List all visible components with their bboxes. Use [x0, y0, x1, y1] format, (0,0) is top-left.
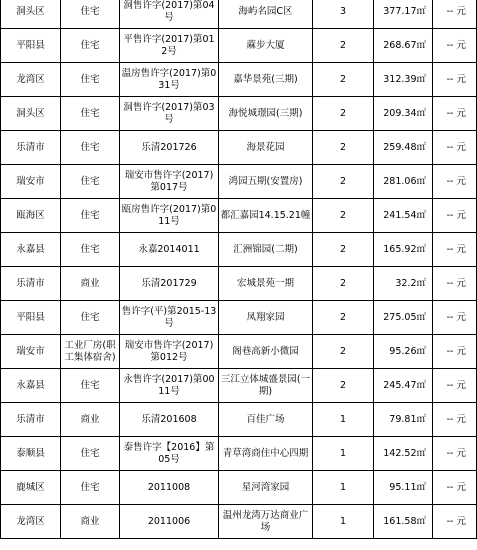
area-cell: 245.47㎡ [374, 369, 433, 403]
price-cell: -- 元 [433, 63, 477, 97]
table-row [1, 97, 477, 131]
area-cell: 209.34㎡ [374, 97, 433, 131]
table-row [1, 233, 477, 267]
property-type-cell: 住宅 [61, 131, 120, 165]
table-row [1, 369, 477, 403]
units-sold-cell: 1 [313, 403, 374, 437]
area-cell: 165.92㎡ [374, 233, 433, 267]
units-sold-cell: 1 [313, 505, 374, 539]
area-cell: 161.58㎡ [374, 505, 433, 539]
table-row [1, 403, 477, 437]
units-sold-cell: 2 [313, 29, 374, 63]
table-row [1, 199, 477, 233]
property-type-cell: 住宅 [61, 29, 120, 63]
units-sold-cell: 3 [313, 0, 374, 29]
project-name-cell: 海屿名园C区 [219, 0, 313, 29]
table-row [1, 131, 477, 165]
permit-number-cell: 2011006 [120, 505, 219, 539]
area-cell: 259.48㎡ [374, 131, 433, 165]
area-cell: 268.67㎡ [374, 29, 433, 63]
permit-number-cell: 瑞安市售许字(2017)第017号 [120, 165, 219, 199]
district-cell: 洞头区 [1, 97, 61, 131]
units-sold-cell: 2 [313, 199, 374, 233]
district-cell: 瓯海区 [1, 199, 61, 233]
table-row [1, 267, 477, 301]
property-type-cell: 住宅 [61, 437, 120, 471]
price-cell: -- 元 [433, 233, 477, 267]
property-type-cell: 住宅 [61, 369, 120, 403]
units-sold-cell: 2 [313, 233, 374, 267]
table-row [1, 165, 477, 199]
district-cell: 平阳县 [1, 29, 61, 63]
price-cell: -- 元 [433, 369, 477, 403]
table-body [1, 0, 477, 539]
area-cell: 142.52㎡ [374, 437, 433, 471]
property-type-cell: 住宅 [61, 233, 120, 267]
district-cell: 瑞安市 [1, 165, 61, 199]
permit-number-cell: 乐清201608 [120, 403, 219, 437]
table-row [1, 505, 477, 539]
price-cell: -- 元 [433, 199, 477, 233]
property-type-cell: 住宅 [61, 165, 120, 199]
project-name-cell: 蔴步大厦 [219, 29, 313, 63]
area-cell: 275.05㎡ [374, 301, 433, 335]
units-sold-cell: 2 [313, 97, 374, 131]
table-row [1, 301, 477, 335]
project-name-cell: 百佳广场 [219, 403, 313, 437]
property-type-cell: 住宅 [61, 0, 120, 29]
price-cell: -- 元 [433, 437, 477, 471]
project-name-cell: 汇洲锦园(二期) [219, 233, 313, 267]
project-name-cell: 星河湾家园 [219, 471, 313, 505]
units-sold-cell: 2 [313, 131, 374, 165]
property-type-cell: 住宅 [61, 199, 120, 233]
permit-number-cell: 平售许字(2017)第012号 [120, 29, 219, 63]
price-cell: -- 元 [433, 471, 477, 505]
area-cell: 32.2㎡ [374, 267, 433, 301]
units-sold-cell: 2 [313, 369, 374, 403]
table-row [1, 0, 477, 29]
table-row [1, 29, 477, 63]
price-cell: -- 元 [433, 97, 477, 131]
district-cell: 龙湾区 [1, 505, 61, 539]
area-cell: 281.06㎡ [374, 165, 433, 199]
project-name-cell: 凤翔家园 [219, 301, 313, 335]
table-row [1, 437, 477, 471]
price-cell: -- 元 [433, 301, 477, 335]
area-cell: 79.81㎡ [374, 403, 433, 437]
permit-number-cell: 售许字(平)第2015-13号 [120, 301, 219, 335]
area-cell: 95.26㎡ [374, 335, 433, 369]
units-sold-cell: 2 [313, 63, 374, 97]
units-sold-cell: 1 [313, 471, 374, 505]
district-cell: 洞头区 [1, 0, 61, 29]
district-cell: 乐清市 [1, 267, 61, 301]
table-row [1, 335, 477, 369]
units-sold-cell: 1 [313, 437, 374, 471]
area-cell: 95.11㎡ [374, 471, 433, 505]
project-name-cell: 阁巷高新小微园 [219, 335, 313, 369]
permit-number-cell: 瑞安市售许字(2017)第012号 [120, 335, 219, 369]
property-type-cell: 住宅 [61, 63, 120, 97]
project-name-cell: 都汇嘉园14.15.21幢 [219, 199, 313, 233]
district-cell: 鹿城区 [1, 471, 61, 505]
district-cell: 瑞安市 [1, 335, 61, 369]
district-cell: 永嘉县 [1, 233, 61, 267]
property-type-cell: 商业 [61, 267, 120, 301]
property-type-cell: 商业 [61, 505, 120, 539]
project-name-cell: 温州龙湾万达商业广场 [219, 505, 313, 539]
price-cell: -- 元 [433, 165, 477, 199]
units-sold-cell: 2 [313, 335, 374, 369]
permit-number-cell: 温房售许字(2017)第031号 [120, 63, 219, 97]
property-type-cell: 住宅 [61, 97, 120, 131]
project-name-cell: 宏城景苑一期 [219, 267, 313, 301]
permit-number-cell: 乐清201729 [120, 267, 219, 301]
price-cell: -- 元 [433, 0, 477, 29]
district-cell: 龙湾区 [1, 63, 61, 97]
area-cell: 312.39㎡ [374, 63, 433, 97]
units-sold-cell: 2 [313, 301, 374, 335]
permit-number-cell: 永嘉2014011 [120, 233, 219, 267]
permit-number-cell: 乐清201726 [120, 131, 219, 165]
project-name-cell: 三江立体城盛景园(一期) [219, 369, 313, 403]
units-sold-cell: 2 [313, 165, 374, 199]
district-cell: 泰顺县 [1, 437, 61, 471]
district-cell: 乐清市 [1, 403, 61, 437]
property-type-cell: 住宅 [61, 471, 120, 505]
project-name-cell: 海悦城璟园(三期) [219, 97, 313, 131]
price-cell: -- 元 [433, 131, 477, 165]
permit-number-cell: 泰售许字【2016】第05号 [120, 437, 219, 471]
permit-number-cell: 洞售许字(2017)第04号 [120, 0, 219, 29]
property-type-cell: 商业 [61, 403, 120, 437]
district-cell: 平阳县 [1, 301, 61, 335]
permit-number-cell: 永售许字(2017)第0011号 [120, 369, 219, 403]
table-row [1, 63, 477, 97]
district-cell: 乐清市 [1, 131, 61, 165]
table-row [1, 471, 477, 505]
area-cell: 241.54㎡ [374, 199, 433, 233]
property-type-cell: 工业厂房(职工集体宿舍) [61, 335, 120, 369]
price-cell: -- 元 [433, 29, 477, 63]
price-cell: -- 元 [433, 403, 477, 437]
project-name-cell: 嘉华景苑(三期) [219, 63, 313, 97]
price-cell: -- 元 [433, 267, 477, 301]
price-cell: -- 元 [433, 505, 477, 539]
units-sold-cell: 2 [313, 267, 374, 301]
property-type-cell: 住宅 [61, 301, 120, 335]
permit-number-cell: 洞售许字(2017)第03号 [120, 97, 219, 131]
project-name-cell: 鸿园五期(安置房) [219, 165, 313, 199]
permit-number-cell: 瓯房售许字(2017)第011号 [120, 199, 219, 233]
price-cell: -- 元 [433, 335, 477, 369]
permit-number-cell: 2011008 [120, 471, 219, 505]
district-cell: 永嘉县 [1, 369, 61, 403]
area-cell: 377.17㎡ [374, 0, 433, 29]
project-name-cell: 青草湾商住中心四期 [219, 437, 313, 471]
project-name-cell: 海景花园 [219, 131, 313, 165]
